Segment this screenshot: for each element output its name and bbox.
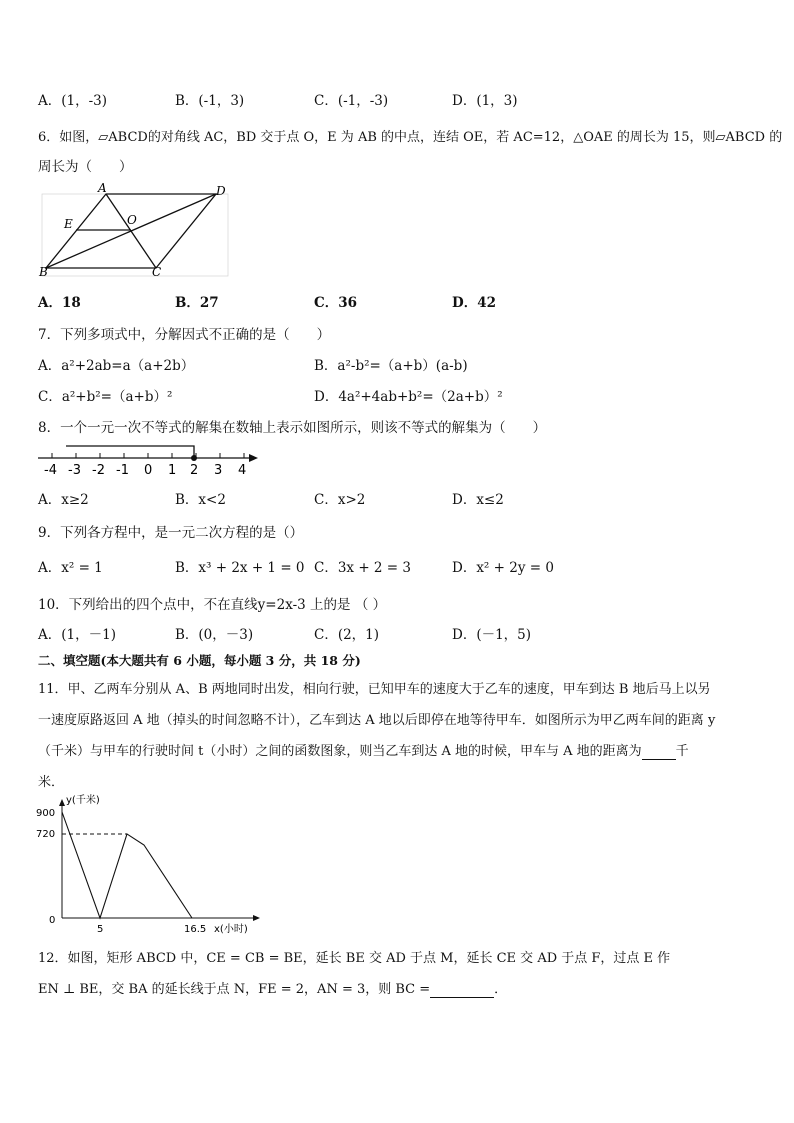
fig-label-b: B	[39, 265, 48, 279]
q11-x-tick-5: 5	[97, 924, 104, 935]
q7-stem: 7．下列多项式中，分解因式不正确的是（ ）	[38, 327, 331, 343]
q9-option-a: A．x² = 1	[38, 560, 103, 576]
q6-stem-line2: 周长为（ ）	[38, 159, 133, 175]
q8-option-a: A．x≥2	[38, 492, 89, 508]
fig-label-a: A	[98, 181, 107, 195]
q8-tick-label: -3	[68, 463, 81, 478]
q11-answer-blank[interactable]	[642, 744, 676, 760]
q5-option-b: B．(-1，3)	[175, 93, 245, 109]
q8-stem: 8．一个一元一次不等式的解集在数轴上表示如图所示，则该不等式的解集为（ ）	[38, 420, 547, 436]
q6-option-a: A．18	[38, 295, 81, 311]
q6-options	[38, 291, 768, 311]
q5-option-d: D．(1，3)	[452, 93, 518, 109]
q11-y-tick-720: 720	[36, 829, 56, 840]
q9-option-c: C．3x + 2 = 3	[314, 560, 411, 576]
q10-option-d: D．(－1，5)	[452, 627, 532, 643]
q11-y-tick-900: 900	[36, 808, 56, 819]
fig-label-d: D	[216, 184, 226, 198]
q11-y-axis-label: y(千米)	[66, 795, 100, 806]
q11-x-axis-label: x(小时)	[214, 924, 248, 935]
q7-option-d: D．4a²+4ab+b²=（2a+b）²	[314, 389, 503, 405]
q9-stem: 9．下列各方程中，是一元二次方程的是（）	[38, 525, 304, 541]
q8-tick-label: -1	[116, 463, 129, 478]
q8-number-line	[36, 436, 266, 480]
q7-option-b: B．a²-b²=（a+b）(a-b)	[314, 358, 468, 374]
q8-option-c: C．x>2	[314, 492, 366, 508]
q11-line3-tail: 千	[675, 744, 689, 759]
q8-tick-label: -4	[44, 463, 57, 478]
q12-line2-tail: ．	[494, 982, 508, 997]
fig-label-e: E	[64, 217, 73, 231]
q8-tick-label: 1	[168, 463, 177, 478]
q6-option-b: B．27	[175, 295, 219, 311]
q5-option-a: A．(1，-3)	[38, 93, 108, 109]
q9-options	[38, 556, 768, 576]
q8-option-d: D．x≤2	[452, 492, 504, 508]
q10-option-b: B．(0，－3)	[175, 627, 254, 643]
q7-option-c: C．a²+b²=（a+b）²	[38, 389, 173, 405]
q11-x-tick-16-5: 16.5	[184, 924, 207, 935]
q6-parallelogram-figure	[36, 180, 236, 280]
q9-option-d: D．x² + 2y = 0	[452, 560, 554, 576]
q5-options	[38, 89, 768, 109]
q8-tick-label: 2	[190, 463, 199, 478]
q6-stem-line1: 6．如图，▱ABCD的对角线 AC，BD 交于点 O，E 为 AB 的中点，连结 OE，若 AC=12，△OAE 的周长为 15，则▱ABCD 的	[38, 130, 783, 145]
q5-option-c: C．(-1，-3)	[314, 93, 389, 109]
q10-option-c: C．(2，1)	[314, 627, 380, 643]
q10-option-a: A．(1，－1)	[38, 627, 116, 643]
q7-option-a: A．a²+2ab=a（a+2b）	[38, 358, 195, 374]
q10-stem: 10．下列给出的四个点中，不在直线y=2x-3 上的是 （ ）	[38, 597, 387, 613]
q11-line3	[38, 740, 689, 760]
q11-y-tick-0: 0	[49, 915, 56, 926]
q11-line3-text: （千米）与甲车的行驶时间 t（小时）之间的函数图象，则当乙车到达 A 地的时候，甲车与 A 地的距离为	[38, 744, 642, 759]
q11-line1: 11．甲、乙两车分别从 A、B 两地同时出发，相向行驶，已知甲车的速度大于乙车的速度，甲车到达 B 地后马上以另	[38, 682, 711, 697]
q12-line2-text: EN ⊥ BE，交 BA 的延长线于点 N，FE = 2，AN = 3，则 BC =	[38, 982, 431, 997]
q8-options	[38, 488, 768, 508]
q7-options-row1	[38, 354, 768, 374]
section2-heading: 二、填空题(本大题共有 6 小题，每小题 3 分，共 18 分)	[38, 653, 361, 668]
q12-answer-blank[interactable]	[430, 982, 494, 998]
q11-line2: 一速度原路返回 A 地（掉头的时间忽略不计），乙车到达 A 地以后即停在地等待甲车．如图所示为甲乙两车间的距离 y	[38, 713, 716, 728]
q8-tick-label: 4	[238, 463, 247, 478]
fig-label-c: C	[152, 265, 162, 279]
q8-tick-label: -2	[92, 463, 105, 478]
q6-option-d: D．42	[452, 295, 496, 311]
q12-line1: 12．如图，矩形 ABCD 中，CE = CB = BE，延长 BE 交 AD 于点 M，延长 CE 交 AD 于点 F，过点 E 作	[38, 951, 671, 966]
q10-options	[38, 623, 768, 643]
q7-options-row2	[38, 385, 768, 405]
q11-line4: 米．	[38, 775, 65, 790]
q12-line2	[38, 978, 507, 998]
fig-label-o: O	[127, 213, 137, 227]
q6-option-c: C．36	[314, 295, 358, 311]
q8-tick-label: 0	[144, 463, 153, 478]
q8-tick-label: 3	[214, 463, 223, 478]
q11-distance-graph	[32, 790, 272, 935]
q9-option-b: B．x³ + 2x + 1 = 0	[175, 560, 305, 576]
q8-option-b: B．x<2	[175, 492, 226, 508]
